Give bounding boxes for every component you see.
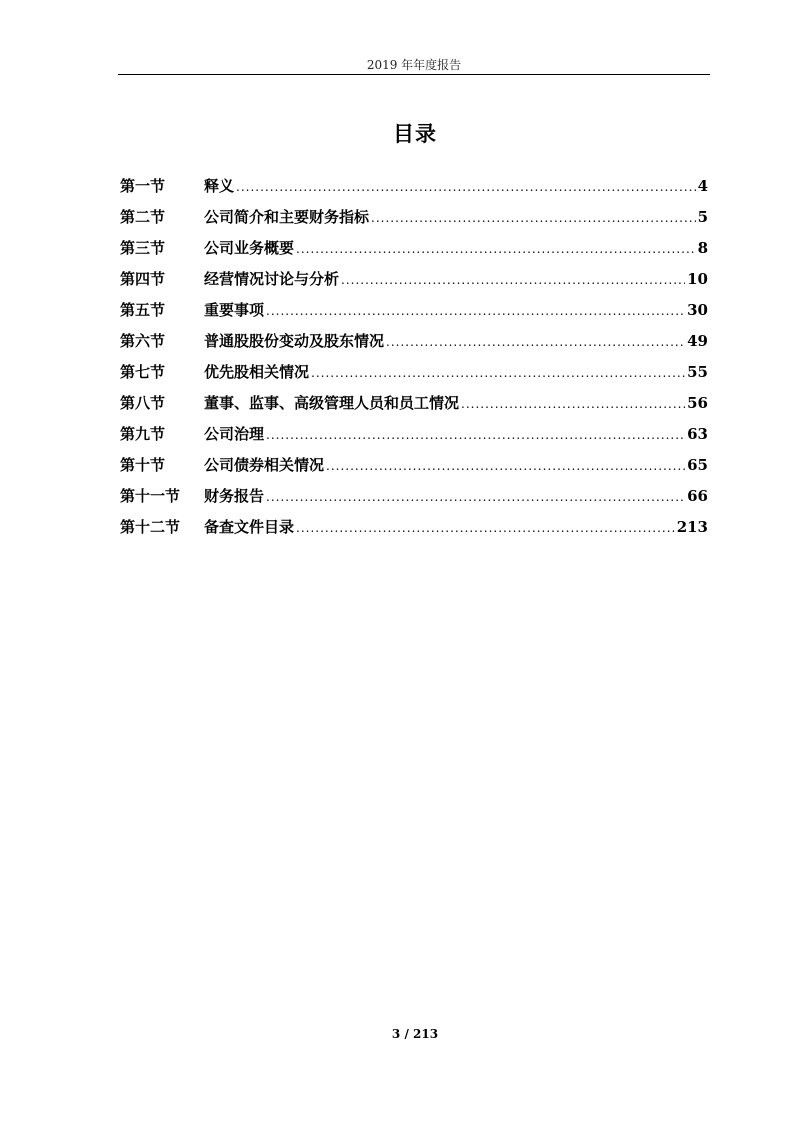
toc-entry[interactable] xyxy=(120,360,708,391)
toc-entry[interactable] xyxy=(120,484,708,515)
toc-title: 目录 xyxy=(393,121,437,146)
toc-section-number: 第六节 xyxy=(120,332,166,350)
toc-heading: 优先股相关情况 xyxy=(204,363,310,381)
toc-entry[interactable] xyxy=(120,422,708,453)
toc-dot-leader xyxy=(266,423,685,447)
toc-entry[interactable] xyxy=(120,236,708,267)
toc-dot-leader xyxy=(266,485,685,509)
toc-section-number: 第十二节 xyxy=(120,518,181,536)
toc-entry[interactable] xyxy=(120,298,708,329)
toc-page-number: 49 xyxy=(687,332,708,350)
toc-page-number: 30 xyxy=(687,301,708,319)
toc-heading: 公司治理 xyxy=(204,425,265,443)
toc-entry[interactable] xyxy=(120,174,708,205)
toc-page-number: 55 xyxy=(687,363,708,381)
toc-heading: 重要事项 xyxy=(204,301,265,319)
toc-heading: 公司债券相关情况 xyxy=(204,456,325,474)
toc-heading: 备查文件目录 xyxy=(204,518,295,536)
page-header: 2019 年年度报告 xyxy=(366,58,462,72)
header-divider xyxy=(118,74,710,75)
toc-dot-leader xyxy=(386,330,685,354)
toc-dot-leader xyxy=(311,361,685,385)
toc-section-number: 第五节 xyxy=(120,301,166,319)
toc-dot-leader xyxy=(461,392,685,416)
toc-section-number: 第三节 xyxy=(120,239,166,257)
toc-page-number: 8 xyxy=(697,239,708,257)
toc-dot-leader xyxy=(296,516,675,540)
toc-heading: 财务报告 xyxy=(204,487,265,505)
toc-dot-leader xyxy=(371,206,696,230)
toc-dot-leader xyxy=(236,175,696,199)
toc-section-number: 第一节 xyxy=(120,177,166,195)
toc-page-number: 56 xyxy=(687,394,708,412)
toc-page-number: 5 xyxy=(697,208,708,226)
toc-heading: 经营情况讨论与分析 xyxy=(204,270,340,288)
toc-section-number: 第四节 xyxy=(120,270,166,288)
toc-heading: 普通股股份变动及股东情况 xyxy=(204,332,385,350)
toc-section-number: 第十节 xyxy=(120,456,166,474)
toc-section-number: 第二节 xyxy=(120,208,166,226)
toc-dot-leader xyxy=(266,299,685,323)
toc-section-number: 第七节 xyxy=(120,363,166,381)
toc-heading: 公司业务概要 xyxy=(204,239,295,257)
toc-entry[interactable] xyxy=(120,329,708,360)
toc-dot-leader xyxy=(341,268,685,292)
toc-heading: 公司简介和主要财务指标 xyxy=(204,208,370,226)
toc-section-number: 第十一节 xyxy=(120,487,181,505)
toc-heading: 释义 xyxy=(204,177,235,195)
toc-dot-leader xyxy=(296,237,696,261)
toc-entry[interactable] xyxy=(120,515,708,546)
toc-entry[interactable] xyxy=(120,391,708,422)
page-number-footer: 3 / 213 xyxy=(391,1027,439,1041)
toc-page-number: 213 xyxy=(676,518,708,536)
toc-heading: 董事、监事、高级管理人员和员工情况 xyxy=(204,394,460,412)
toc-entry[interactable] xyxy=(120,267,708,298)
toc-entry[interactable] xyxy=(120,453,708,484)
toc-list xyxy=(120,174,708,546)
toc-page-number: 63 xyxy=(687,425,708,443)
toc-dot-leader xyxy=(326,454,685,478)
toc-page-number: 65 xyxy=(687,456,708,474)
toc-entry[interactable] xyxy=(120,205,708,236)
toc-page-number: 4 xyxy=(697,177,708,195)
toc-section-number: 第八节 xyxy=(120,394,166,412)
toc-section-number: 第九节 xyxy=(120,425,166,443)
toc-page-number: 66 xyxy=(687,487,708,505)
toc-page-number: 10 xyxy=(687,270,708,288)
